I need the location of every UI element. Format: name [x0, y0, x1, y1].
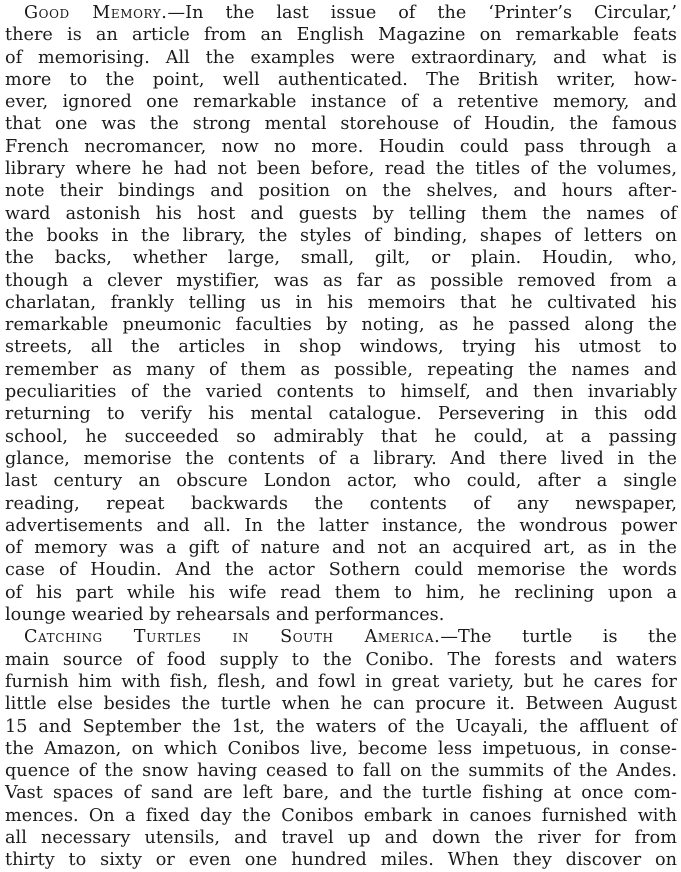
text-line: all necessary utensils, and travel up and down the river for from — [5, 827, 677, 848]
text-line: of memory was a gift of nature and not an acquired art, as in the — [5, 538, 677, 559]
text-line: remember as many of them as possible, repeating the names and — [5, 359, 677, 380]
text-line: furnish him with fish, flesh, and fowl in great variety, but he cares for — [5, 671, 677, 692]
text-line: more to the point, well authenticated. The British writer, how- — [5, 69, 677, 90]
text-line: the backs, whether large, small, gilt, or plain. Houdin, who, — [5, 248, 677, 269]
text-line: ward astonish his host and guests by telling them the names of — [5, 203, 677, 224]
article-first-line — [5, 626, 677, 648]
article-catching-turtles — [5, 626, 677, 871]
text-line: last century an obscure London actor, who could, after a single — [5, 471, 677, 492]
text-line: returning to verify his mental catalogue. Persevering in this odd — [5, 404, 677, 425]
text-line: that one was the strong mental storehouse of Houdin, the famous — [5, 114, 677, 135]
text-line: school, he succeeded so admirably that he could, at a passing — [5, 426, 677, 447]
text-line: quence of the snow having ceased to fall on the summits of the Andes. — [5, 761, 677, 782]
text-line: ever, ignored one remarkable instance of a retentive memory, and — [5, 92, 677, 113]
text-line: the books in the library, the styles of binding, shapes of letters on — [5, 225, 677, 246]
text-line: advertisements and all. In the latter instance, the wondrous power — [5, 515, 677, 536]
text-line: —In the last issue of the ‘Printer’s Circular,’ — [167, 3, 677, 23]
text-line: reading, repeat backwards the contents of any newspaper, — [5, 493, 677, 514]
text-line: peculiarities of the varied contents to himself, and then invariably — [5, 382, 677, 403]
text-line: Vast spaces of sand are left bare, and the turtle fishing at once com- — [5, 783, 677, 804]
text-line: remarkable pneumonic faculties by noting, as he passed along the — [5, 315, 677, 336]
article-first-line — [5, 2, 677, 24]
text-line: glance, memorise the contents of a library. And there lived in the — [5, 448, 677, 469]
article-heading: Catching Turtles in South America. — [24, 627, 441, 648]
article-heading: Good Memory. — [24, 3, 168, 23]
text-line: though a clever mystifier, was as far as possible removed from a — [5, 270, 677, 291]
text-line: charlatan, frankly telling us in his memoirs that he cultivated his — [5, 292, 677, 313]
text-line: note their bindings and position on the shelves, and hours after- — [5, 181, 677, 202]
text-line: mences. On a fixed day the Conibos embark in canoes furnished with — [5, 805, 677, 826]
text-line: 15 and September the 1st, the waters of the Ucayali, the affluent of — [5, 716, 677, 737]
article-good-memory — [5, 2, 677, 626]
text-line: main source of food supply to the Conibo. The forests and waters — [5, 649, 677, 670]
text-line: French necromancer, now no more. Houdin could pass through a — [5, 136, 677, 157]
text-line: the Amazon, on which Conibos live, become less impetuous, in conse- — [5, 738, 677, 759]
text-line: thirty to sixty or even one hundred miles. When they discover on — [5, 850, 677, 871]
text-line: there is an article from an English Magazine on remarkable feats — [5, 25, 677, 46]
text-line: library where he had not been before, read the titles of the volumes, — [5, 159, 677, 180]
text-line: streets, all the articles in shop windows, trying his utmost to — [5, 337, 677, 358]
text-line: case of Houdin. And the actor Sothern could memorise the words — [5, 560, 677, 581]
text-line: of memorising. All the examples were extraordinary, and what is — [5, 47, 677, 68]
text-line: —The turtle is the — [440, 627, 677, 648]
text-line: little else besides the turtle when he can procure it. Between August — [5, 694, 677, 715]
text-line: of his part while his wife read them to him, he reclining upon a — [5, 582, 677, 603]
text-line: lounge wearied by rehearsals and performances. — [5, 605, 445, 626]
